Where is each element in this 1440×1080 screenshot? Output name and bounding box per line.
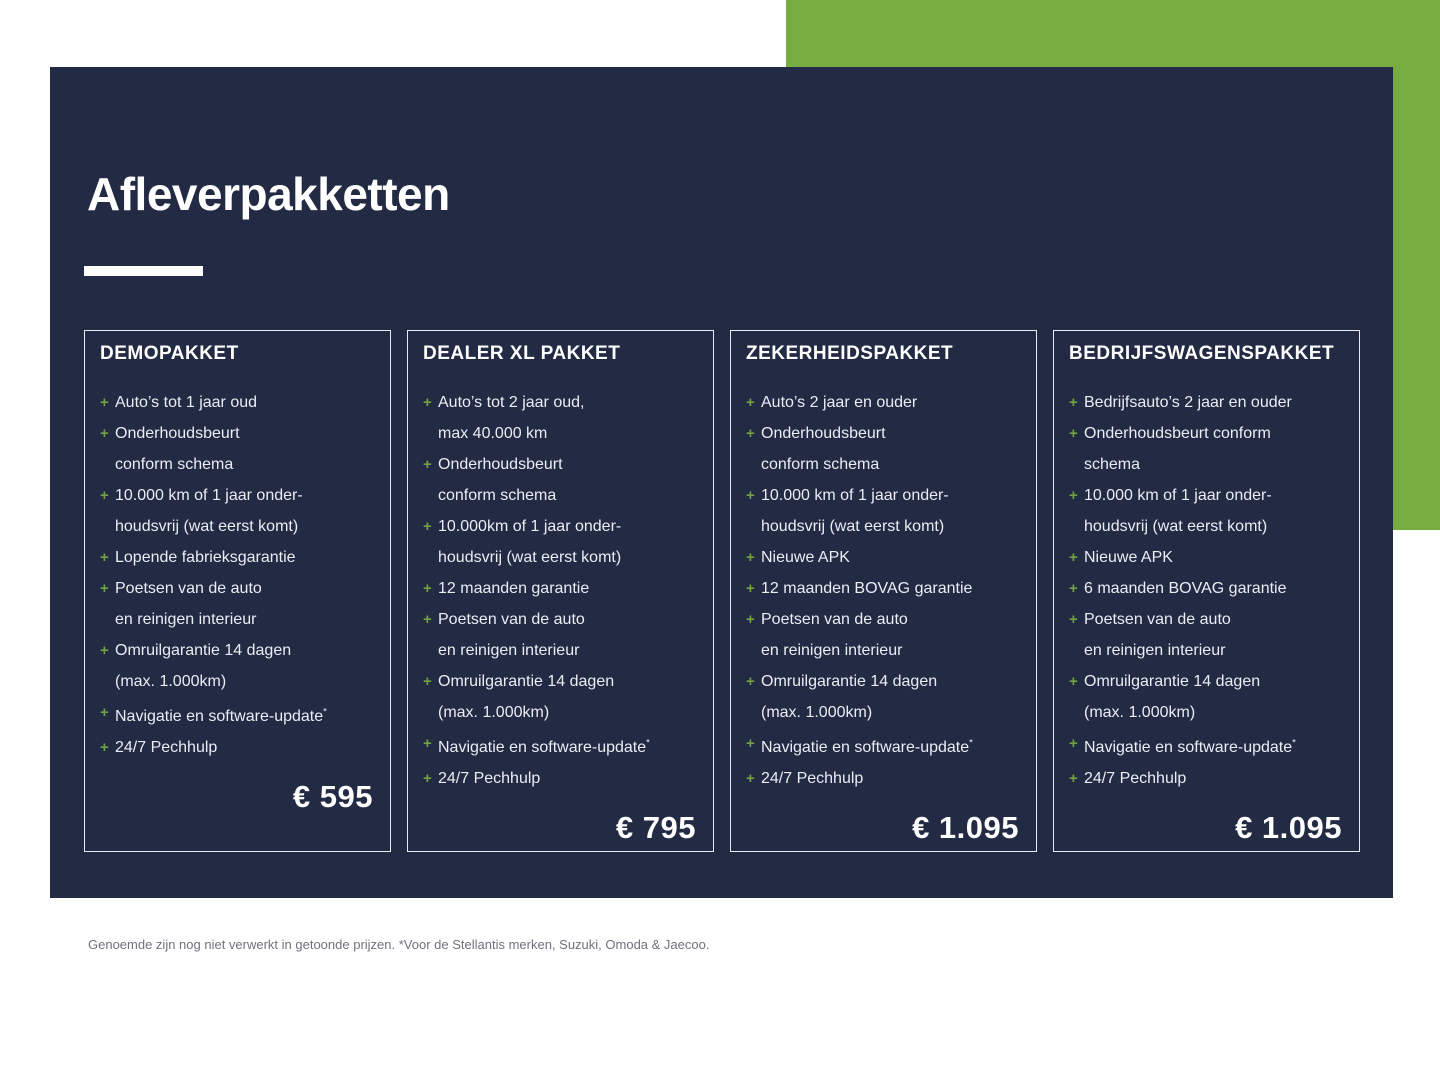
feature-item xyxy=(1069,387,1344,418)
page-title: Afleverpakketten xyxy=(87,168,450,220)
packages-panel xyxy=(50,67,1393,898)
package-title: ZEKERHEIDSPAKKET xyxy=(746,343,954,364)
feature-item xyxy=(746,418,1021,480)
feature-text: Poetsen van de auto en reinigen interieur xyxy=(438,611,585,659)
plus-icon: + xyxy=(1069,735,1078,752)
package-cards xyxy=(84,330,1360,852)
asterisk-note: * xyxy=(1292,738,1296,749)
feature-item xyxy=(746,604,1021,666)
plus-icon: + xyxy=(100,580,109,597)
plus-icon: + xyxy=(1069,580,1078,597)
feature-item xyxy=(746,763,1021,794)
feature-item xyxy=(100,573,375,635)
feature-text: Onderhoudsbeurt conform schema xyxy=(438,456,563,504)
feature-text: 10.000 km of 1 jaar onder- houdsvrij (wat eerst komt) xyxy=(761,487,949,535)
plus-icon: + xyxy=(1069,425,1078,442)
plus-icon: + xyxy=(100,739,109,757)
feature-item xyxy=(423,449,698,511)
plus-icon: + xyxy=(423,770,432,788)
asterisk-note: * xyxy=(323,707,327,718)
feature-item xyxy=(746,480,1021,542)
package-card xyxy=(730,330,1037,852)
plus-icon: + xyxy=(746,673,755,690)
package-title: DEMOPAKKET xyxy=(100,343,239,364)
plus-icon: + xyxy=(1069,770,1078,788)
feature-item xyxy=(746,666,1021,728)
package-card xyxy=(84,330,391,852)
feature-item xyxy=(423,763,698,794)
feature-item xyxy=(1069,573,1344,604)
feature-text: Bedrijfsauto’s 2 jaar en ouder xyxy=(1084,394,1292,411)
title-underline xyxy=(84,266,203,276)
feature-item xyxy=(1069,418,1344,480)
feature-item xyxy=(423,604,698,666)
feature-text: 10.000 km of 1 jaar onder- houdsvrij (wat eerst komt) xyxy=(1084,487,1272,535)
feature-text: Omruilgarantie 14 dagen (max. 1.000km) xyxy=(438,673,615,721)
plus-icon: + xyxy=(746,580,755,597)
feature-text: 12 maanden BOVAG garantie xyxy=(761,580,973,597)
plus-icon: + xyxy=(100,425,109,442)
plus-icon: + xyxy=(746,549,755,566)
feature-item xyxy=(746,573,1021,604)
feature-list xyxy=(100,387,375,763)
feature-list xyxy=(1069,387,1344,794)
plus-icon: + xyxy=(746,735,755,752)
feature-item xyxy=(100,635,375,697)
package-title: BEDRIJFSWAGENSPAKKET xyxy=(1069,343,1335,364)
plus-icon: + xyxy=(100,549,109,566)
plus-icon: + xyxy=(1069,673,1078,690)
feature-item xyxy=(1069,763,1344,794)
plus-icon: + xyxy=(100,394,109,411)
feature-text: Nieuwe APK xyxy=(761,549,850,566)
plus-icon: + xyxy=(1069,549,1078,566)
plus-icon: + xyxy=(100,487,109,504)
feature-text: Onderhoudsbeurt conform schema xyxy=(1084,425,1271,473)
feature-text: Auto’s tot 2 jaar oud, max 40.000 km xyxy=(438,394,585,442)
feature-item xyxy=(1069,542,1344,573)
feature-text: Omruilgarantie 14 dagen (max. 1.000km) xyxy=(1084,673,1261,721)
plus-icon: + xyxy=(746,770,755,788)
feature-item xyxy=(1069,480,1344,542)
plus-icon: + xyxy=(100,704,109,721)
feature-item xyxy=(1069,604,1344,666)
feature-item xyxy=(423,573,698,604)
feature-item xyxy=(100,480,375,542)
package-price: € 1.095 xyxy=(1235,810,1342,846)
plus-icon: + xyxy=(1069,611,1078,628)
feature-item xyxy=(100,418,375,480)
feature-item xyxy=(100,387,375,418)
feature-item xyxy=(100,542,375,573)
feature-text: 6 maanden BOVAG garantie xyxy=(1084,580,1287,597)
feature-text: Auto’s 2 jaar en ouder xyxy=(761,394,918,411)
feature-item xyxy=(423,387,698,449)
plus-icon: + xyxy=(1069,394,1078,411)
plus-icon: + xyxy=(423,456,432,473)
plus-icon: + xyxy=(100,642,109,659)
plus-icon: + xyxy=(423,580,432,597)
feature-item xyxy=(746,387,1021,418)
feature-text: 10.000km of 1 jaar onder- houdsvrij (wat eerst komt) xyxy=(438,518,622,566)
feature-item xyxy=(1069,728,1344,763)
package-price: € 795 xyxy=(615,810,696,846)
feature-text: Navigatie en software-update* xyxy=(438,738,650,757)
plus-icon: + xyxy=(423,735,432,752)
feature-text: 10.000 km of 1 jaar onder- houdsvrij (wat eerst komt) xyxy=(115,487,303,535)
plus-icon: + xyxy=(423,673,432,690)
asterisk-note: * xyxy=(646,738,650,749)
feature-text: Navigatie en software-update* xyxy=(1084,738,1296,757)
feature-text: Poetsen van de auto en reinigen interieur xyxy=(115,580,262,628)
package-price: € 595 xyxy=(292,779,373,815)
feature-item xyxy=(746,542,1021,573)
plus-icon: + xyxy=(746,487,755,504)
plus-icon: + xyxy=(1069,487,1078,504)
feature-item xyxy=(746,728,1021,763)
feature-item xyxy=(423,728,698,763)
feature-item xyxy=(100,732,375,763)
feature-text: 12 maanden garantie xyxy=(438,580,590,597)
feature-text: 24/7 Pechhulp xyxy=(761,770,864,788)
feature-item xyxy=(423,511,698,573)
package-price: € 1.095 xyxy=(912,810,1019,846)
plus-icon: + xyxy=(746,425,755,442)
feature-text: Poetsen van de auto en reinigen interieur xyxy=(1084,611,1231,659)
feature-text: Navigatie en software-update* xyxy=(115,707,327,726)
feature-text: Auto’s tot 1 jaar oud xyxy=(115,394,258,411)
feature-text: Nieuwe APK xyxy=(1084,549,1173,566)
feature-text: Onderhoudsbeurt conform schema xyxy=(761,425,886,473)
footnote: Genoemde zijn nog niet verwerkt in getoonde prijzen. *Voor de Stellantis merken, Suzuki, Omoda & Jaecoo. xyxy=(88,937,710,952)
feature-text: Lopende fabrieksgarantie xyxy=(115,549,296,566)
feature-text: Omruilgarantie 14 dagen (max. 1.000km) xyxy=(761,673,938,721)
plus-icon: + xyxy=(423,611,432,628)
feature-item xyxy=(423,666,698,728)
plus-icon: + xyxy=(423,394,432,411)
asterisk-note: * xyxy=(969,738,973,749)
feature-item xyxy=(1069,666,1344,728)
feature-text: 24/7 Pechhulp xyxy=(115,739,218,757)
feature-text: 24/7 Pechhulp xyxy=(1084,770,1187,788)
package-card xyxy=(1053,330,1360,852)
feature-text: Onderhoudsbeurt conform schema xyxy=(115,425,240,473)
feature-text: Poetsen van de auto en reinigen interieur xyxy=(761,611,908,659)
feature-text: Omruilgarantie 14 dagen (max. 1.000km) xyxy=(115,642,292,690)
feature-list xyxy=(746,387,1021,794)
feature-text: 24/7 Pechhulp xyxy=(438,770,541,788)
feature-text: Navigatie en software-update* xyxy=(761,738,973,757)
feature-item xyxy=(100,697,375,732)
plus-icon: + xyxy=(746,611,755,628)
plus-icon: + xyxy=(423,518,432,535)
package-card xyxy=(407,330,714,852)
feature-list xyxy=(423,387,698,794)
plus-icon: + xyxy=(746,394,755,411)
package-title: DEALER XL PAKKET xyxy=(423,343,621,364)
